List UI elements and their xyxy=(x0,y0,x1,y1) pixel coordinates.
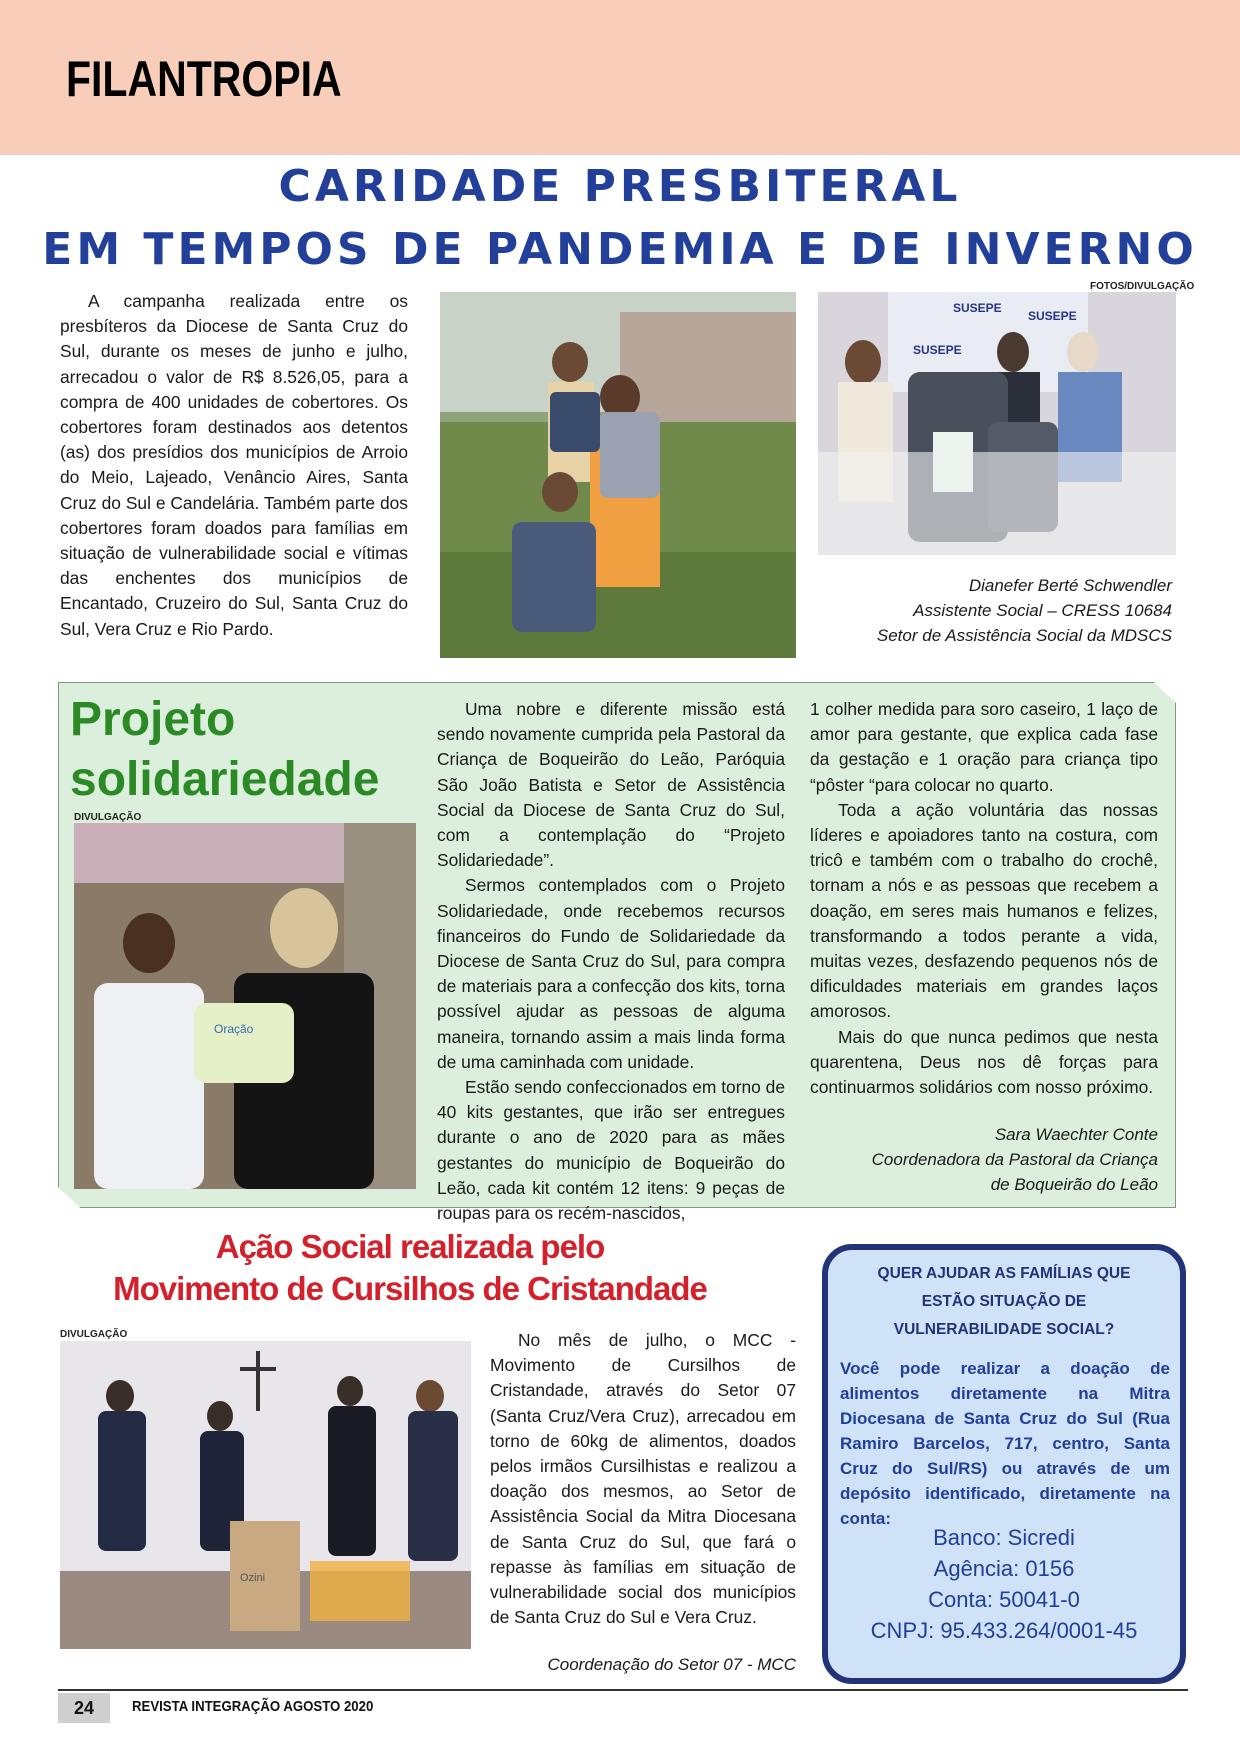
photo-credit: DIVULGAÇÃO xyxy=(74,812,142,823)
footer-divider xyxy=(58,1689,1188,1691)
section-title: FILANTROPIA xyxy=(66,51,342,107)
photo-cursilhos-group xyxy=(60,1341,471,1649)
article1-paragraph: A campanha realizada entre os presbíteros da Diocese de Santa Cruz do Sul, durante os meses de junho e julho, arrecadou o valor de R$ 8.526,05, para a compra de 400 unidades de cobertores. Os cobertores foram destinados aos detentos (as) dos presídios dos municípios de Arroio do Meio, Lajeado, Venâncio Aires, Santa Cruz do Sul e Candelária. Também parte dos cobertores foram doados para famílias em situação de vulnerabilidade social e vítimas das enchentes dos municípios de Encantado, Cruzeiro do Sul, Santa Cruz do Sul, Vera Cruz e Rio Pardo. xyxy=(60,291,408,639)
article1-signature xyxy=(760,573,1172,648)
bag-label: Oração xyxy=(214,1022,254,1036)
article2-paragraph: Uma nobre e diferente missão está sendo novamente cumprida pela Pastoral da Criança de Boqueirão do Leão, Paróquia São João Batista e Setor de Assistência Social da Diocese de Santa Cruz do Sul, com a contemplação do “Projeto Solidariedade”. xyxy=(437,699,785,871)
photo-children-blankets xyxy=(440,292,796,658)
info-question-line2: ESTÃO SITUAÇÃO DE xyxy=(921,1293,1087,1310)
signature-name: Sara Waechter Conte xyxy=(994,1125,1158,1144)
box-label: Ozini xyxy=(240,1572,266,1584)
article2-paragraph: Sermos contemplados com o Projeto Solidariedade, onde recebemos recursos financeiros do Fundo de Solidariedade da Diocese de Santa Cruz do Sul, para compra de materiais para a confecção dos kits, torna possível ajudar as pessoas de alguma maneira, tornando assim a mais linda forma de uma caminhada com unidade. xyxy=(437,875,785,1072)
article2-paragraph: Toda a ação voluntária das nossas líderes e apoiadores tanto na costura, com tricô e também com o trabalho do crochê, tornam a nós e as pessoas que recebem a doação, em seres mais humanos e felizes, transformando a todos perante a vida, muitas vezes, desfazendo pequenos nós de dificuldades materiais em grandes laços amorosos. xyxy=(810,799,1158,1022)
article2-paragraph: 1 colher medida para soro caseiro, 1 laço de amor para gestante, que explica cada fase da gestação e 1 oração para criança tipo “pôster “para colocar no quarto. xyxy=(810,699,1158,795)
article2-paragraph: Mais do que nunca pedimos que nesta quarentena, Deus nos dê forças para continuarmos solidários com nosso próximo. xyxy=(810,1026,1158,1098)
susepe-sign: SUSEPE xyxy=(953,301,1002,315)
article2-col1 xyxy=(437,697,785,1226)
info-question-line3: VULNERABILIDADE SOCIAL? xyxy=(893,1321,1115,1338)
acao-social-title-line1: Ação Social realizada pelo xyxy=(215,1228,605,1265)
bank-agency: Agência: 0156 xyxy=(933,1556,1075,1581)
signature-role: Assistente Social – CRESS 10684 xyxy=(913,601,1172,620)
signature-role: Coordenadora da Pastoral da Criança xyxy=(871,1150,1158,1169)
photo-susepe-donation xyxy=(818,292,1176,555)
article2-col2 xyxy=(810,697,1158,1100)
article2-paragraph: Estão sendo confeccionados em torno de 40 kits gestantes, que irão ser entregues durante o ano de 2020 para as mães gestantes do município de Boqueirão do Leão, cada kit contém 12 itens: 9 peças de roupas para os recém-nascidos, xyxy=(437,1077,786,1224)
bank-cnpj: CNPJ: 95.433.264/0001-45 xyxy=(870,1618,1138,1643)
article-title-line1: CARIDADE PRESBITERAL xyxy=(278,161,962,212)
donation-info-box xyxy=(822,1244,1186,1684)
projeto-title-line1: Projeto xyxy=(70,693,236,746)
susepe-sign: SUSEPE xyxy=(1028,309,1077,323)
article1-body xyxy=(60,289,408,642)
signature-name: Dianefer Berté Schwendler xyxy=(968,576,1172,595)
info-question-line1: QUER AJUDAR AS FAMÍLIAS QUE xyxy=(877,1265,1131,1282)
photo-credit: FOTOS/DIVULGAÇÃO xyxy=(1090,281,1195,292)
article3-paragraph: No mês de julho, o MCC - Movimento de Cursilhos de Cristandade, através do Setor 07 (Santa Cruz/Vera Cruz), arrecadou em torno de 60kg de alimentos, doados pelos irmãos Cursilhistas e realizou a doação dos mesmos, ao Setor de Assistência Social da Mitra Diocesana de Santa Cruz do Sul, que fará o repasse às famílias em situação de vulnerabilidade social dos municípios de Santa Cruz do Sul e Vera Cruz. xyxy=(490,1330,796,1628)
bank-account: Conta: 50041-0 xyxy=(928,1587,1080,1612)
bank-name: Banco: Sicredi xyxy=(933,1525,1075,1550)
projeto-title-line2: solidariedade xyxy=(70,753,380,806)
article3-body xyxy=(490,1328,796,1630)
photo-credit: DIVULGAÇÃO xyxy=(60,1329,128,1340)
article-title-line2: EM TEMPOS DE PANDEMIA E DE INVERNO xyxy=(42,224,1198,275)
susepe-sign: SUSEPE xyxy=(913,343,962,357)
signature-org: de Boqueirão do Leão xyxy=(990,1175,1158,1194)
signature-org: Setor de Assistência Social da MDSCS xyxy=(876,626,1172,645)
info-text: Você pode realizar a doação de alimentos diretamente na Mitra Diocesana de Santa Cruz do Sul (Rua Ramiro Barcelos, 717, centro, Santa Cruz do Sul/RS) ou através de um depósito identificado, diretamente na conta: xyxy=(840,1359,1170,1528)
photo-women-kit xyxy=(74,823,416,1189)
magazine-name: REVISTA INTEGRAÇÃO AGOSTO 2020 xyxy=(132,1698,374,1715)
article2-signature xyxy=(780,1122,1158,1197)
article3-signature: Coordenação do Setor 07 - MCC xyxy=(547,1655,796,1674)
page-number: 24 xyxy=(58,1693,110,1723)
acao-social-title-line2: Movimento de Cursilhos de Cristandade xyxy=(113,1270,707,1307)
